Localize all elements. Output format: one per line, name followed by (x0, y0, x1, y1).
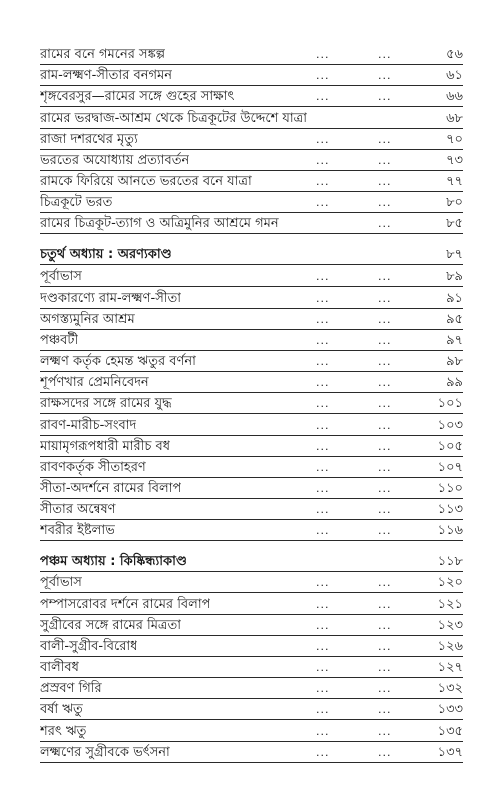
toc-entry (0, 415, 503, 437)
toc-leader-dots: ... (316, 461, 330, 474)
toc-leader-dots: ... (378, 703, 392, 716)
toc-entry-title: সীতা-অদর্শনে রামের বিলাপ (40, 481, 182, 496)
toc-leader-dots: ... (378, 619, 392, 632)
toc-leader-dots: ... (378, 524, 392, 537)
toc-leader-dots: ... (378, 397, 392, 410)
toc-page-number: ১২৭ (437, 660, 463, 675)
toc-page-number: ১০৭ (437, 460, 463, 475)
toc-page-number: ১২৩ (437, 618, 463, 633)
toc-row-underline (40, 106, 463, 107)
toc-page-number: ৬৮ (446, 111, 463, 126)
toc-entry-title: রাবণ-মারীচ-সংবাদ (40, 418, 137, 433)
toc-leader-dots: ... (316, 270, 330, 283)
toc-entry-title: বালী-সুগ্রীব-বিরোধ (40, 639, 138, 654)
toc-page-number: ১০১ (437, 396, 463, 411)
toc-entry (0, 436, 503, 458)
toc-entry-title: শরৎ ঋতু (40, 724, 87, 739)
toc-page-number: ৯৭ (446, 333, 463, 348)
toc-entry-title: রামের বনে গমনের সঙ্কল্প (40, 47, 166, 62)
toc-entry (0, 213, 503, 235)
toc-entry (0, 171, 503, 193)
toc-leader-dots: ... (378, 133, 392, 146)
toc-leader-dots: ... (316, 196, 330, 209)
toc-leader-dots: ... (378, 196, 392, 209)
toc-page-number: ৯৮ (446, 354, 463, 369)
toc-leader-dots: ... (378, 598, 392, 611)
toc-entry (0, 699, 503, 721)
toc-page-number: ৭৩ (446, 153, 463, 168)
toc-page-number: ১১৮ (437, 554, 463, 569)
toc-row-underline (40, 233, 463, 234)
toc-leader-dots: ... (378, 217, 392, 230)
toc-page-number: ৯১ (446, 291, 463, 306)
toc-section-heading (0, 551, 503, 573)
toc-row-underline (40, 413, 463, 414)
toc-leader-dots: ... (316, 482, 330, 495)
toc-leader-dots: ... (378, 270, 392, 283)
toc-leader-dots: ... (378, 69, 392, 82)
toc-leader-dots: ... (316, 133, 330, 146)
toc-leader-dots: ... (378, 440, 392, 453)
toc-page-number: ৮০ (446, 195, 463, 210)
toc-page-number: ৭৭ (446, 174, 463, 189)
toc-leader-dots: ... (316, 746, 330, 759)
toc-leader-dots: ... (378, 90, 392, 103)
toc-entry (0, 288, 503, 310)
toc-leader-dots: ... (378, 48, 392, 61)
toc-entry (0, 351, 503, 373)
toc-entry-title: দণ্ডকারণ্যে রাম-লক্ষ্মণ-সীতা (40, 291, 182, 306)
toc-entry (0, 520, 503, 542)
toc-page-number: ১৩৫ (437, 724, 463, 739)
toc-leader-dots: ... (316, 619, 330, 632)
toc-leader-dots: ... (378, 334, 392, 347)
toc-leader-dots: ... (378, 419, 392, 432)
toc-leader-dots: ... (316, 598, 330, 611)
toc-leader-dots: ... (378, 154, 392, 167)
toc-page-number: ১২০ (437, 575, 463, 590)
toc-entry-title: সীতার অন্বেষণ (40, 502, 116, 517)
toc-entry-title: পঞ্চবটী (40, 333, 79, 348)
toc-entry-title: লক্ষ্মণের সুগ্রীবকে ভর্ৎসনা (40, 745, 170, 760)
toc-section-heading (0, 244, 503, 266)
toc-leader-dots: ... (378, 576, 392, 589)
toc-entry (0, 499, 503, 521)
toc-entry (0, 86, 503, 108)
toc-page-number: ৫৬ (446, 47, 463, 62)
toc-entry (0, 330, 503, 352)
toc-entry-title: প্রস্রবণ গিরি (40, 681, 102, 696)
toc-entry (0, 372, 503, 394)
toc-leader-dots: ... (316, 313, 330, 326)
toc-page-number: ৭০ (446, 132, 463, 147)
toc-entry-title: শৃঙ্গবেরসুর—রামের সঙ্গে গুহের সাক্ষাৎ (40, 89, 235, 104)
toc-entry-title: মায়ামৃগরূপধারী মারীচ বধ (40, 439, 171, 454)
toc-entry-title: রাজা দশরথের মৃত্যু (40, 132, 138, 147)
toc-leader-dots: ... (316, 376, 330, 389)
toc-entry (0, 309, 503, 331)
toc-leader-dots: ... (378, 640, 392, 653)
toc-leader-dots: ... (316, 661, 330, 674)
toc-leader-dots: ... (316, 69, 330, 82)
toc-row-underline (40, 592, 463, 593)
toc-leader-dots: ... (316, 576, 330, 589)
toc-entry-title: বর্ষা ঋতু (40, 702, 83, 717)
toc-leader-dots: ... (378, 376, 392, 389)
toc-entry (0, 65, 503, 87)
toc-row-underline (40, 719, 463, 720)
toc-page-number: ১০৫ (437, 439, 463, 454)
toc-leader-dots: ... (378, 355, 392, 368)
toc-leader-dots: ... (378, 292, 392, 305)
toc-page-number: ১৩৩ (437, 702, 463, 717)
toc-entry (0, 266, 503, 288)
toc-entry (0, 150, 503, 172)
toc-entry-title: লক্ষ্মণ কর্তৃক হেমন্ত ঋতুর বর্ণনা (40, 354, 196, 369)
toc-page-number: ১৩২ (437, 681, 463, 696)
toc-page-number: ৬১ (446, 68, 463, 83)
toc-entry (0, 615, 503, 637)
toc-entry-title: রামের চিত্রকূট-ত্যাগ ও অত্রিমুনির আশ্রমে গমন (40, 216, 279, 231)
toc-entry-title: চিত্রকূটে ভরত (40, 195, 113, 210)
toc-leader-dots: ... (378, 746, 392, 759)
toc-entry-title: অগস্ত্যমুনির আশ্রম (40, 312, 135, 327)
toc-row-underline (40, 286, 463, 287)
toc-leader-dots: ... (316, 682, 330, 695)
toc-entry (0, 572, 503, 594)
toc-leader-dots: ... (378, 503, 392, 516)
toc-leader-dots: ... (378, 313, 392, 326)
toc-page-number: ৬৬ (446, 89, 463, 104)
toc-page-number: ১১০ (437, 481, 463, 496)
toc-entry (0, 393, 503, 415)
toc-leader-dots: ... (316, 703, 330, 716)
toc-page-number: ৯৯ (446, 375, 463, 390)
toc-leader-dots: ... (378, 661, 392, 674)
toc-leader-dots: ... (316, 355, 330, 368)
toc-leader-dots: ... (378, 482, 392, 495)
toc-entry-title: পঞ্চম অধ্যায় : কিষ্কিন্ধ্যাকাণ্ড (40, 554, 187, 569)
toc-entry-title: শবরীর ইষ্টলাভ (40, 523, 115, 538)
toc-entry-title: চতুর্থ অধ্যায় : অরণ্যকাণ্ড (40, 247, 172, 262)
toc-leader-dots: ... (316, 725, 330, 738)
toc-leader-dots: ... (316, 175, 330, 188)
toc-page-number: ৮৯ (446, 269, 463, 284)
toc-page-number: ১৩৭ (437, 745, 463, 760)
toc-leader-dots: ... (316, 640, 330, 653)
toc-entry-title: রাবণকর্তৃক সীতাহরণ (40, 460, 146, 475)
toc-leader-dots: ... (316, 524, 330, 537)
toc-page-number: ৮৫ (446, 216, 463, 231)
toc-entry (0, 129, 503, 151)
toc-entry-title: বালীবধ (40, 660, 79, 675)
toc-entry (0, 721, 503, 743)
toc-entry (0, 636, 503, 658)
toc-entry (0, 44, 503, 66)
toc-page-number: ১২১ (437, 597, 463, 612)
toc-entry (0, 742, 503, 764)
toc-page-number: ৮৭ (446, 247, 463, 262)
toc-leader-dots: ... (316, 90, 330, 103)
toc-page-number: ১১৬ (437, 523, 463, 538)
toc-page-number: ৯৫ (446, 312, 463, 327)
toc-page-number: ১০৩ (437, 418, 463, 433)
toc-entry-title: শূর্পণখার প্রেমনিবেদন (40, 375, 149, 390)
toc-entry-title: পম্পাসরোবর দর্শনে রামের বিলাপ (40, 597, 211, 612)
toc-row-underline (40, 540, 463, 541)
toc-leader-dots: ... (378, 461, 392, 474)
toc-entry (0, 594, 503, 616)
toc-page-number: ১২৬ (437, 639, 463, 654)
toc-entry-title: সুগ্রীবের সঙ্গে রামের মিত্রতা (40, 618, 182, 633)
toc-leader-dots: ... (316, 334, 330, 347)
toc-entry (0, 108, 503, 130)
toc-leader-dots: ... (316, 292, 330, 305)
toc-entry-title: পূর্বাভাস (40, 269, 82, 284)
toc-entry-title: ভরতের অযোধ্যায় প্রত্যাবর্তন (40, 153, 190, 168)
toc-entry-title: পূর্বাভাস (40, 575, 82, 590)
toc-entry (0, 457, 503, 479)
toc-leader-dots: ... (316, 154, 330, 167)
toc-entry-title: রাম-লক্ষ্মণ-সীতার বনগমন (40, 68, 172, 83)
toc-leader-dots: ... (316, 397, 330, 410)
toc-entry (0, 657, 503, 679)
toc-entry-title: রামের ভরদ্বাজ-আশ্রম থেকে চিত্রকূটের উদ্দেশে যাত্রা (40, 111, 307, 126)
toc-leader-dots: ... (316, 419, 330, 432)
toc-leader-dots: ... (378, 725, 392, 738)
toc-row-underline (40, 264, 463, 265)
toc-leader-dots: ... (316, 440, 330, 453)
toc-entry-title: রাক্ষসদের সঙ্গে রামের যুদ্ধ (40, 396, 172, 411)
toc-entry (0, 678, 503, 700)
toc-leader-dots: ... (378, 682, 392, 695)
toc-entry (0, 478, 503, 500)
toc-entry (0, 192, 503, 214)
toc-leader-dots: ... (316, 48, 330, 61)
toc-leader-dots: ... (378, 175, 392, 188)
toc-leader-dots: ... (316, 503, 330, 516)
toc-page-number: ১১৩ (437, 502, 463, 517)
toc-entry-title: রামকে ফিরিয়ে আনতে ভরতের বনে যাত্রা (40, 174, 252, 189)
toc-row-underline (40, 762, 463, 763)
